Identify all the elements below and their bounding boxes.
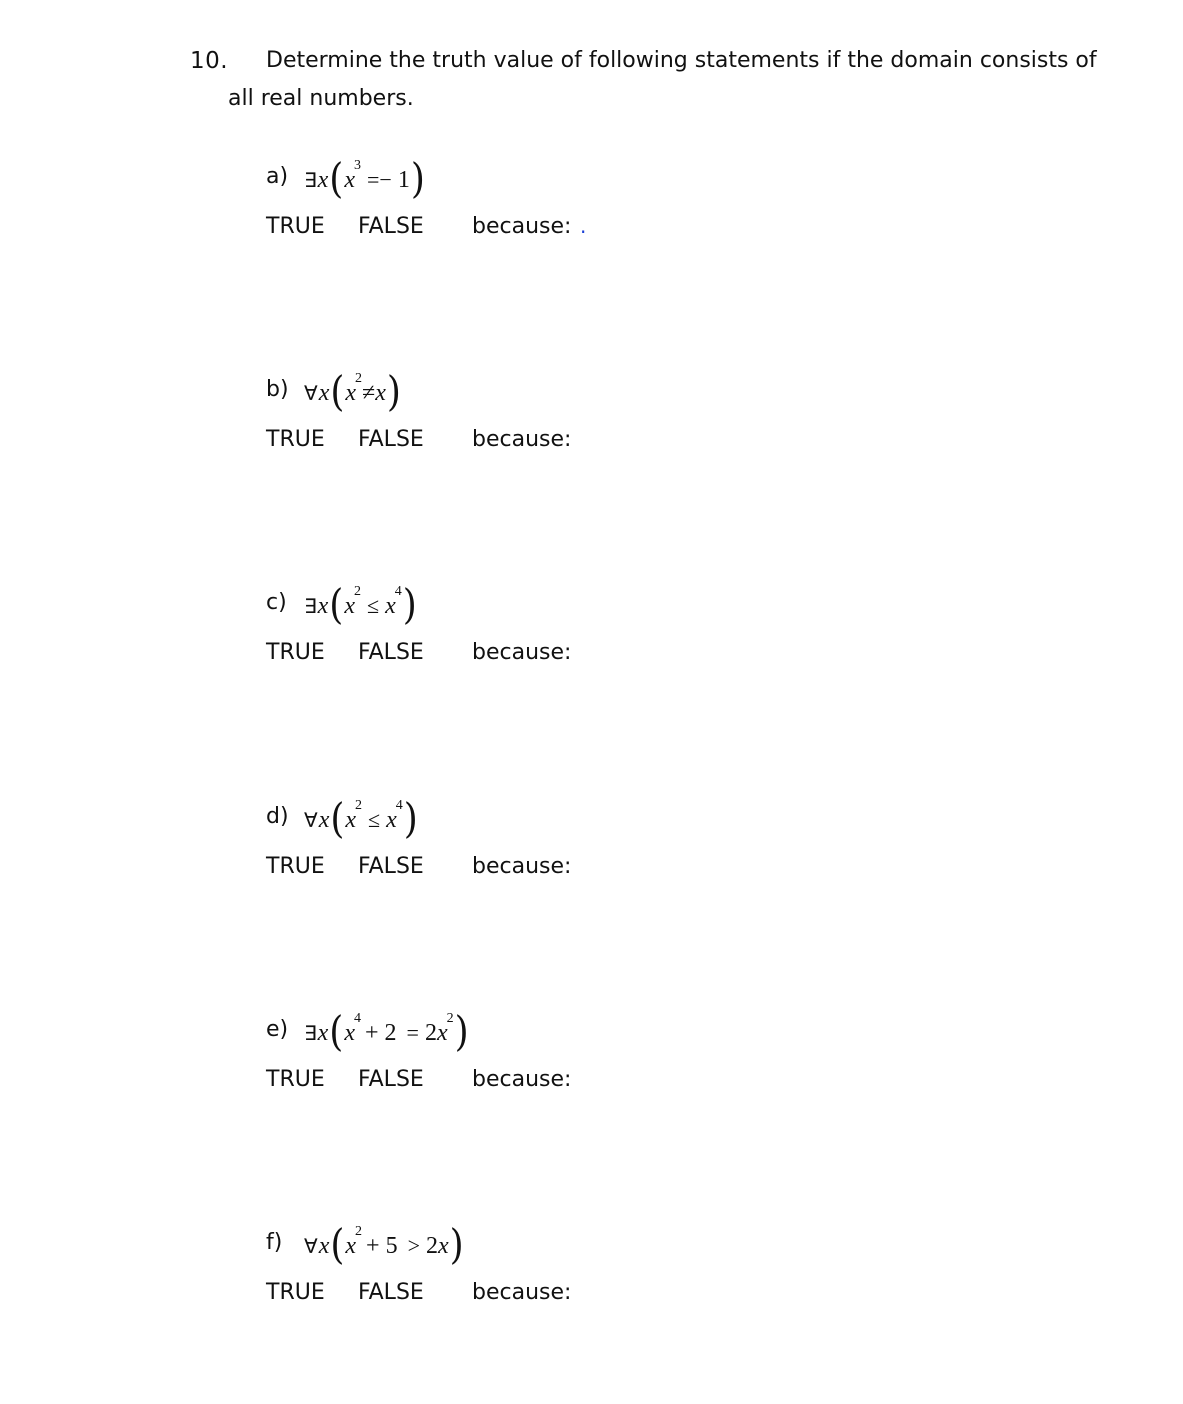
- false-option[interactable]: FALSE: [358, 214, 424, 239]
- quantifier: ∀: [304, 808, 318, 832]
- operator: ≤: [367, 593, 380, 618]
- variable: x: [317, 166, 329, 193]
- variable: x: [436, 1019, 448, 1046]
- item-label: f): [266, 1230, 283, 1255]
- true-option[interactable]: TRUE: [266, 640, 325, 665]
- question-text-line1: Determine the truth value of following statements if the domain consists of: [266, 48, 1097, 73]
- variable: x: [345, 806, 357, 833]
- paren-close: ): [386, 368, 401, 416]
- rhs-value: 1: [397, 166, 410, 193]
- item-f: [266, 1216, 1086, 1305]
- item-label: e): [266, 1017, 289, 1042]
- because-label: because:: [472, 854, 572, 879]
- quantifier: ∀: [304, 1234, 318, 1258]
- because-label: because:: [472, 1280, 572, 1305]
- operator: ≠: [362, 379, 376, 406]
- item-label: b): [266, 377, 289, 402]
- variable: x: [317, 592, 329, 619]
- rhs-value: x: [438, 1232, 449, 1259]
- variable: x: [318, 806, 330, 833]
- item-label: c): [266, 590, 287, 615]
- math-expression: [304, 363, 402, 423]
- variable: x: [344, 166, 355, 193]
- item-c: [266, 576, 1086, 665]
- false-option[interactable]: FALSE: [358, 854, 424, 879]
- item-a: [266, 150, 1086, 239]
- variable: x: [386, 806, 397, 833]
- operator: >: [407, 1233, 421, 1258]
- rhs-coefficient: 2: [424, 1019, 437, 1046]
- variable: x: [344, 1019, 355, 1046]
- question-number: 10.: [190, 48, 229, 74]
- exponent: 4: [395, 798, 403, 813]
- question-text-line2: all real numbers.: [228, 86, 414, 111]
- variable: x: [385, 592, 396, 619]
- math-expression: [304, 150, 426, 210]
- variable: x: [344, 592, 355, 619]
- exponent: 3: [354, 158, 361, 173]
- rhs-value: x: [375, 379, 386, 406]
- paren-open: (: [329, 581, 344, 629]
- statement: [266, 1003, 1086, 1063]
- variable: x: [317, 1019, 329, 1046]
- statement: [266, 150, 1086, 210]
- rhs-coefficient: 2: [426, 1232, 439, 1259]
- false-option[interactable]: FALSE: [358, 427, 424, 452]
- paren-close: ): [403, 795, 418, 843]
- item-label: a): [266, 164, 289, 189]
- exponent: 4: [354, 1011, 361, 1026]
- math-expression: [304, 1003, 470, 1063]
- paren-close: ): [402, 581, 417, 629]
- because-label: because:: [472, 214, 572, 239]
- true-option[interactable]: TRUE: [266, 214, 325, 239]
- statement: [266, 790, 1086, 850]
- quantifier: ∃: [304, 1021, 317, 1045]
- true-option[interactable]: TRUE: [266, 1067, 325, 1092]
- operator: ≤: [368, 807, 381, 832]
- paren-open: (: [330, 795, 345, 843]
- false-option[interactable]: FALSE: [358, 640, 424, 665]
- item-e: [266, 1003, 1086, 1092]
- exponent: 2: [355, 371, 363, 386]
- exponent: 2: [355, 798, 363, 813]
- true-option[interactable]: TRUE: [266, 854, 325, 879]
- statement: [266, 576, 1086, 636]
- because-label: because:: [472, 640, 572, 665]
- paren-open: (: [330, 368, 345, 416]
- false-option[interactable]: FALSE: [358, 1280, 424, 1305]
- variable: x: [345, 379, 357, 406]
- exponent: 2: [446, 1011, 454, 1026]
- variable: x: [318, 1232, 330, 1259]
- true-option[interactable]: TRUE: [266, 427, 325, 452]
- item-label: d): [266, 804, 289, 829]
- operator: =: [406, 1020, 419, 1045]
- exponent: 2: [355, 1224, 363, 1239]
- variable: x: [318, 379, 330, 406]
- false-option[interactable]: FALSE: [358, 1067, 424, 1092]
- pen-mark: .: [580, 214, 587, 238]
- paren-open: (: [329, 155, 344, 203]
- statement: [266, 1216, 1086, 1276]
- paren-close: ): [410, 155, 425, 203]
- math-expression: [304, 576, 418, 636]
- quantifier: ∃: [304, 594, 317, 618]
- because-label: because:: [472, 427, 572, 452]
- exponent: 2: [354, 584, 361, 599]
- statement: [266, 363, 1086, 423]
- plus-term: + 2: [365, 1019, 397, 1046]
- paren-open: (: [330, 1221, 345, 1269]
- math-expression: [304, 1216, 465, 1276]
- paren-open: (: [329, 1008, 344, 1056]
- true-option[interactable]: TRUE: [266, 1280, 325, 1305]
- plus-term: + 5: [366, 1232, 398, 1259]
- item-d: [266, 790, 1086, 879]
- exponent: 4: [394, 584, 402, 599]
- because-label: because:: [472, 1067, 572, 1092]
- operator: =−: [367, 167, 392, 192]
- paren-close: ): [454, 1008, 469, 1056]
- paren-close: ): [449, 1221, 464, 1269]
- quantifier: ∃: [304, 168, 317, 192]
- variable: x: [345, 1232, 357, 1259]
- item-b: [266, 363, 1086, 452]
- math-expression: [304, 790, 419, 850]
- quantifier: ∀: [304, 381, 318, 405]
